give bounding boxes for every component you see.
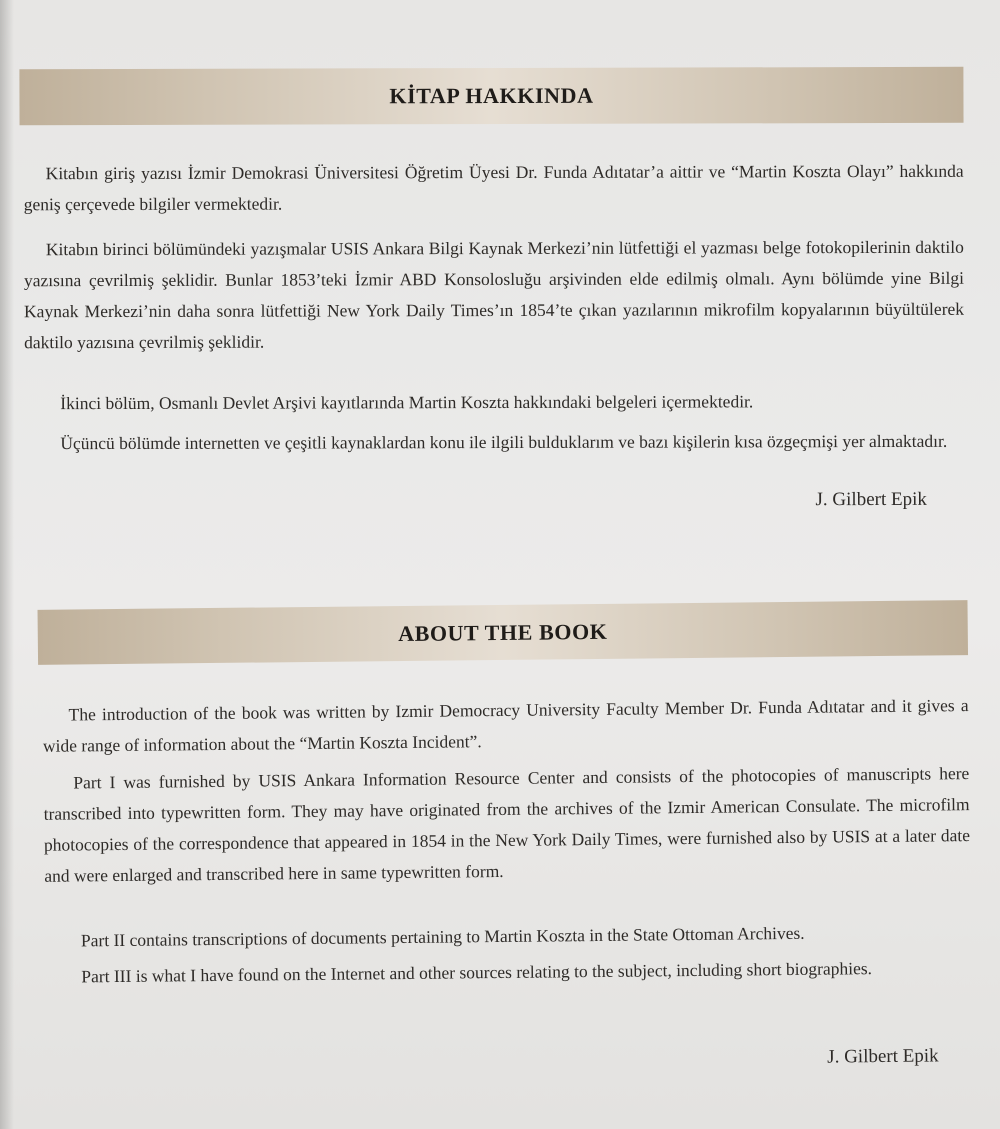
turkish-title: KİTAP HAKKINDA bbox=[389, 82, 594, 109]
turkish-signature: J. Gilbert Epik bbox=[815, 488, 927, 511]
english-title: ABOUT THE BOOK bbox=[397, 618, 608, 646]
english-paragraph-2: Part I was furnished by USIS Ankara Information Resource Center and consists of the photocopies of manuscripts here transcribed into typewritten form. They may have originated from the archives of the Izmir American Consulate. The microfilm photocopies of the correspondence that appeared in 1854 in the New York Daily Times, were furnished also by USIS at a later date and were enlarged and transcribed here in same typewritten form. bbox=[43, 763, 971, 886]
turkish-paragraph-4: Üçüncü bölümde internetten ve çeşitli kaynaklardan konu ile ilgili bulduklarım ve bazı kişilerin kısa özgeçmişi yer almaktadır. bbox=[60, 430, 948, 454]
turkish-paragraph-2: Kitabın birinci bölümündeki yazışmalar USIS Ankara Bilgi Kaynak Merkezi’nin lütfettiği el yazması belge fotokopilerinin daktilo yazısına çevrilmiş şeklidir. Bunlar 1853’teki İzmir ABD Konsolosluğu arşivinden elde edilmiş olmalı. Aynı bölümde yine Bilgi Kaynak Merkezi’nin daha sonra lütfettiği New York Daily Times’ın 1854’te çıkan yazılarının mikrofilm kopyalarının büyültülerek daktilo yazısına çevrilmiş şeklidir. bbox=[23, 236, 965, 353]
english-paragraph-4: Part III is what I have found on the Internet and other sources relating to the subject, including short biographies. bbox=[81, 958, 873, 987]
english-paragraph-1: The introduction of the book was written by Izmir Democracy University Faculty Member Dr. Funda Adıtatar and it gives a wide range of information about the “Martin Koszta Incident”. bbox=[42, 695, 969, 756]
english-section bbox=[0, 590, 1000, 1100]
english-title-banner bbox=[38, 600, 969, 665]
turkish-paragraph-3: İkinci bölüm, Osmanlı Devlet Arşivi kayıtlarında Martin Koszta hakkındaki belgeleri içermektedir. bbox=[60, 391, 754, 414]
english-signature: J. Gilbert Epik bbox=[827, 1045, 939, 1068]
turkish-title-banner bbox=[19, 67, 963, 125]
turkish-paragraph-1: Kitabın giriş yazısı İzmir Demokrasi Üniversitesi Öğretim Üyesi Dr. Funda Adıtatar’a aittir ve “Martin Koszta Olayı” hakkında geniş çerçevede bilgiler vermektedir. bbox=[23, 160, 964, 215]
english-paragraph-3: Part II contains transcriptions of documents pertaining to Martin Koszta in the State Ottoman Archives. bbox=[80, 922, 805, 951]
turkish-section bbox=[0, 0, 1000, 561]
